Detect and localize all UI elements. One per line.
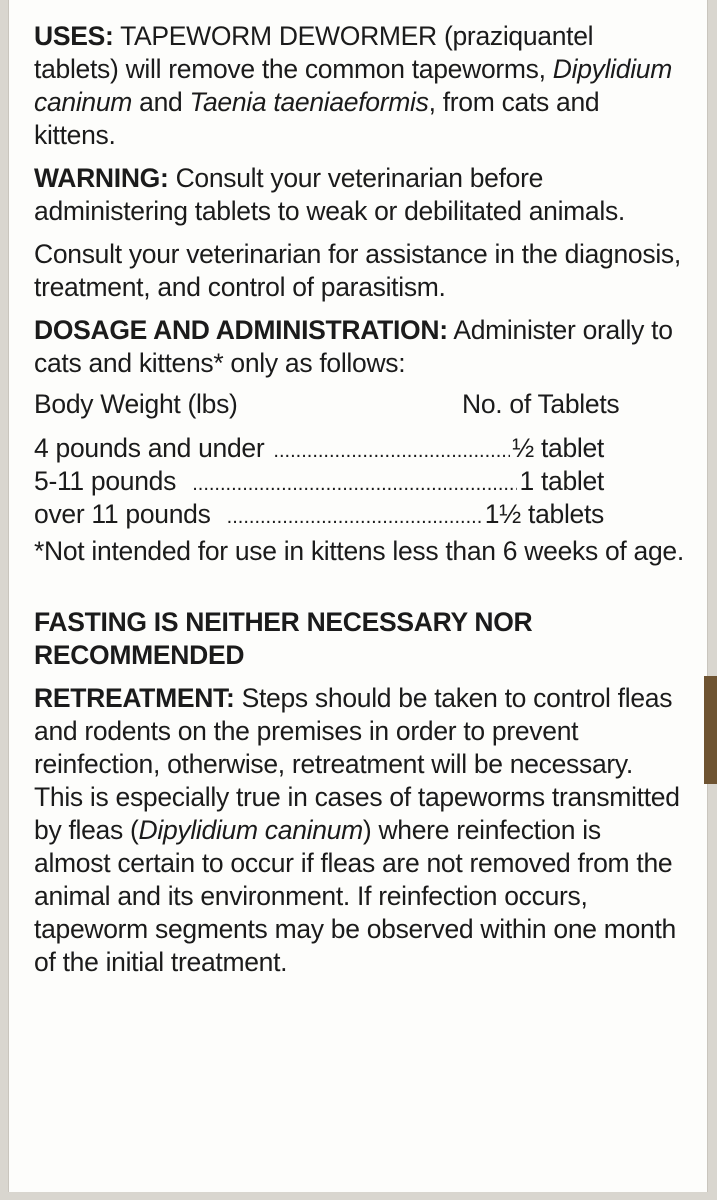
age-footnote: *Not intended for use in kittens less than 6 weeks of age. [34, 536, 684, 566]
dosage-paragraph [34, 314, 684, 380]
species-taenia: Taenia taeniaeformis [189, 87, 429, 117]
weight-cell: over 11 pounds [34, 499, 225, 529]
uses-paragraph [34, 20, 684, 152]
accent-bar [704, 676, 717, 784]
retreatment-label: RETREATMENT: [34, 683, 235, 713]
warning-paragraph [34, 162, 684, 228]
table-row [34, 432, 604, 465]
species-dipylidium-2: Dipylidium caninum [138, 815, 363, 845]
dot-leader [273, 435, 510, 468]
table-row [34, 465, 604, 498]
dot-leader [192, 468, 517, 501]
dosage-label: DOSAGE AND ADMINISTRATION: [34, 315, 448, 345]
uses-label: USES: [34, 21, 114, 51]
retreatment-text-2: ) where reinfection is almost certain to occur if fleas are not removed from the animal and its environment. If reinfection occurs, tapeworm segments may be observed within one month of the initial treatment. [34, 815, 676, 977]
tablets-cell: 1 tablet [519, 466, 604, 496]
tablets-cell: ½ tablet [512, 433, 604, 463]
dosage-table [34, 388, 684, 531]
warning-text: Consult your veterinarian before administering tablets to weak or debilitated animals. [34, 163, 625, 226]
warning-label: WARNING: [34, 163, 169, 193]
species-dipylidium: Dipylidium caninum [34, 54, 672, 117]
dosage-text: Administer orally to cats and kittens* only as follows: [34, 315, 673, 378]
label-content [34, 20, 684, 979]
retreatment-paragraph [34, 682, 684, 979]
weight-cell: 5-11 pounds [34, 466, 191, 496]
weight-cell: 4 pounds and under [34, 433, 272, 463]
uses-text-2: and [132, 87, 190, 117]
dosage-table-header [34, 388, 684, 432]
consult-paragraph: Consult your veterinarian for assistance in the diagnosis, treatment, and control of parasitism. [34, 239, 681, 302]
uses-text-3: , from cats and kittens. [34, 87, 600, 150]
dot-leader [227, 501, 483, 534]
col-header-tablets: No. of Tablets [462, 389, 620, 419]
table-row [34, 498, 604, 531]
retreatment-text-1: Steps should be taken to control fleas and rodents on the premises in order to prevent reinfection, otherwise, retreatment will be necessary. This is especially true in cases of tapeworms transmitted by fleas ( [34, 683, 680, 845]
tablets-cell: 1½ tablets [484, 499, 604, 529]
uses-text-1: TAPEWORM DEWORMER (praziquantel tablets) will remove the common tapeworms, [34, 21, 594, 84]
fasting-heading: FASTING IS NEITHER NECESSARY NOR RECOMMENDED [34, 607, 533, 670]
col-header-weight: Body Weight (lbs) [34, 389, 238, 419]
